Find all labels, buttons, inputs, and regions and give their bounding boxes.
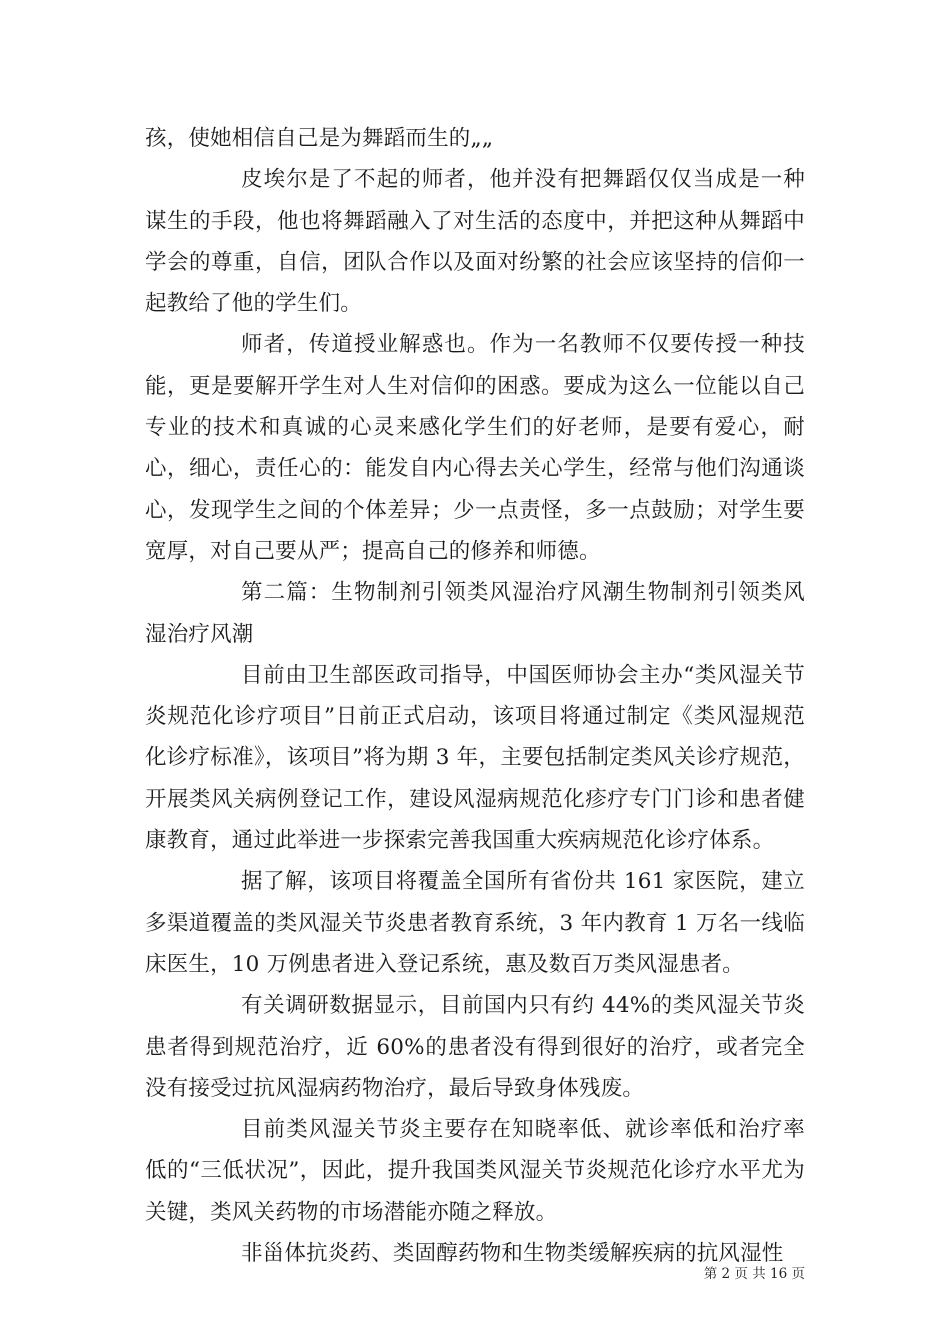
paragraph-project-coverage: 据了解，该项目将覆盖全国所有省份共 161 家医院，建立多渠道覆盖的类风湿关节炎患者教育系统，3 年内教育 1 万名一线临床医生，10 万例患者进入登记系统，惠及数百万类风湿患者。 — [145, 869, 805, 977]
paragraph-project-launch: 目前由卫生部医政司指导，中国医师协会主办“类风湿关节炎规范化诊疗项目”日前正式启动，该项目将通过制定《类风湿规范化诊疗标准》，该项目”将为期 3 年，主要包括制定类风关诊疗规范，开展类风关病例登记工作，建设风湿病规范化疹疗专门门诊和患者健康教育，通过此举进一步探索完善我国重大疾病规范化诊疗体系。 — [145, 662, 805, 854]
section-heading-part-two: 第二篇：生物制剂引领类风湿治疗风潮生物制剂引领类风湿治疗风潮 — [145, 580, 805, 647]
document-body — [145, 118, 805, 1274]
paragraph-teacher-duty: 师者，传道授业解惑也。作为一名教师不仅要传授一种技能，更是要解开学生对人生对信仰的困惑。要成为这么一位能以自己专业的技术和真诚的心灵来感化学生们的好老师，是要有爱心，耐心，细心，责任心的：能发自内心得去关心学生，经常与他们沟通谈心，发现学生之间的个体差异；少一点责怪，多一点鼓励；对学生要宽厚，对自己要从严；提高自己的修养和师德。 — [145, 332, 805, 564]
paragraph-continuation: 孩，使她相信自己是为舞蹈而生的„„ — [145, 126, 494, 151]
page-number-footer: 第 2 页 共 16 页 — [703, 1266, 805, 1282]
paragraph-three-lows: 目前类风湿关节炎主要存在知晓率低、就诊率低和治疗率低的“三低状况”，因此，提升我国类风湿关节炎规范化诊疗水平尤为关键，类风关药物的市场潜能亦随之释放。 — [145, 1117, 805, 1225]
paragraph-drug-types: 非甾体抗炎药、类固醇药物和生物类缓解疾病的抗风湿性 — [241, 1241, 784, 1267]
paragraph-survey-data: 有关调研数据显示，目前国内只有约 44%的类风湿关节炎患者得到规范治疗，近 60%的患者没有得到很好的治疗，或者完全没有接受过抗风湿病药物治疗，最后导致身体残废。 — [145, 993, 805, 1101]
paragraph-pierre-teacher: 皮埃尔是了不起的师者，他并没有把舞蹈仅仅当成是一种谋生的手段，他也将舞蹈融入了对生活的态度中，并把这种从舞蹈中学会的尊重，自信，团队合作以及面对纷繁的社会应该坚持的信仰一起教给了他的学生们。 — [145, 167, 805, 317]
